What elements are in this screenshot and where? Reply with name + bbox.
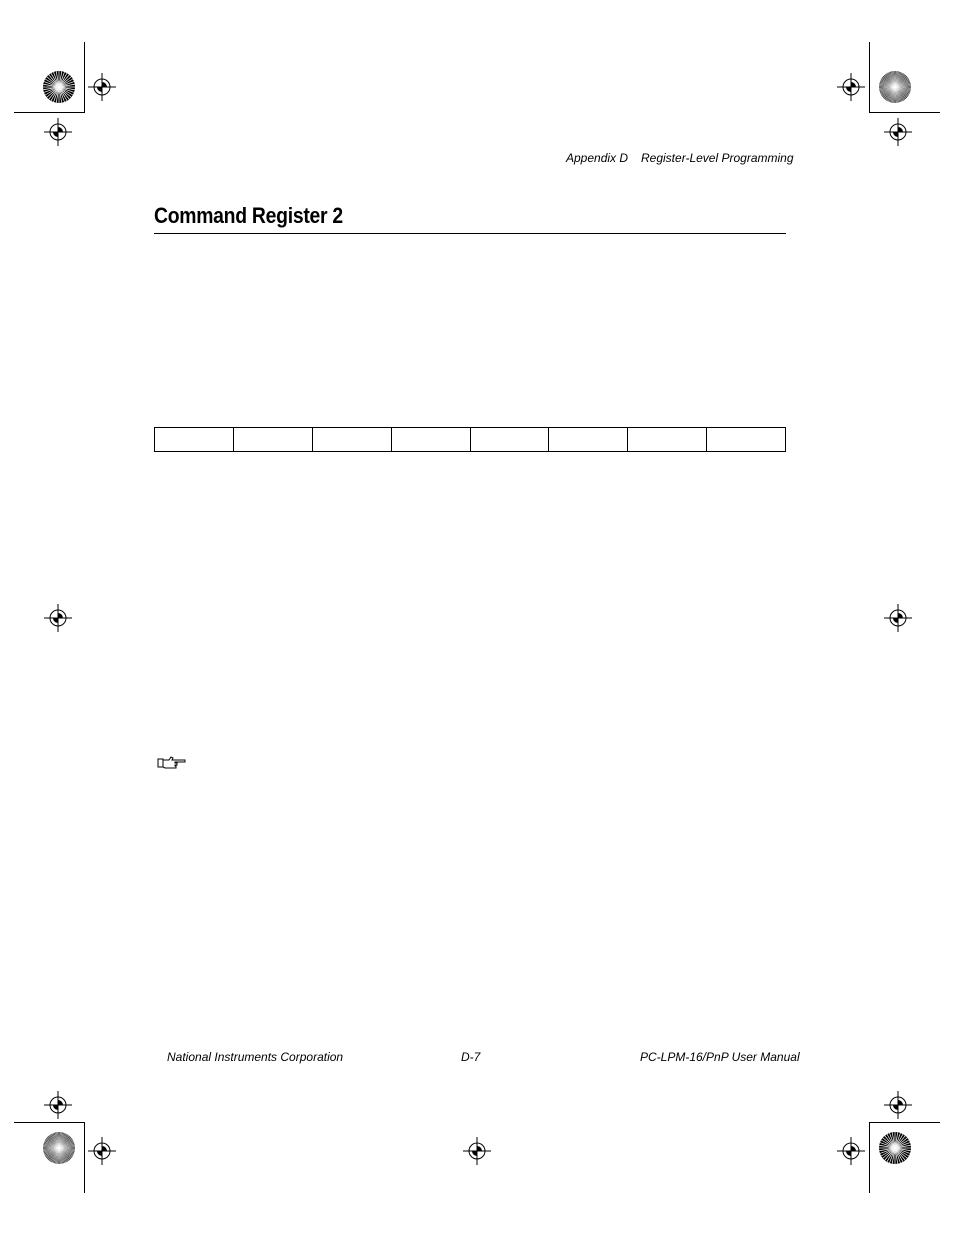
crosshair-icon [884,118,912,146]
crop-mark-top-left-horizontal [14,112,85,113]
bit-cell [707,428,786,452]
bit-cell [155,428,234,452]
footer-manual-title: PC-LPM-16/PnP User Manual [640,1050,800,1064]
bit-cell [549,428,628,452]
crop-mark-top-right-horizontal [869,112,940,113]
starburst-icon [42,1131,76,1165]
crosshair-icon [463,1137,491,1165]
register-bit-table [154,427,786,452]
crosshair-icon [44,1091,72,1119]
crosshair-icon [884,604,912,632]
starburst-icon [42,70,76,104]
bit-cell [628,428,707,452]
bit-cell [312,428,391,452]
footer-page-number: D-7 [461,1050,481,1064]
section-title-rule [154,233,786,234]
table-row [155,428,786,452]
crop-mark-bottom-right-vertical [869,1122,870,1193]
pointing-hand-icon [157,754,187,770]
crosshair-icon [884,1091,912,1119]
starburst-icon [878,1131,912,1165]
crosshair-icon [44,118,72,146]
crop-mark-bottom-left-vertical [84,1122,85,1193]
bit-cell [391,428,470,452]
footer-company: National Instruments Corporation [167,1050,344,1064]
bit-cell [233,428,312,452]
crosshair-icon [88,1137,116,1165]
crop-mark-bottom-right-horizontal [869,1122,940,1123]
crosshair-icon [837,73,865,101]
crop-mark-bottom-left-horizontal [14,1122,85,1123]
crop-mark-top-left-vertical [84,42,85,113]
bit-cell [470,428,549,452]
running-header-chapter: Register-Level Programming [641,151,794,165]
running-header-appendix: Appendix D [566,151,629,165]
crosshair-icon [88,73,116,101]
crop-mark-top-right-vertical [869,42,870,113]
crosshair-icon [837,1137,865,1165]
crosshair-icon [44,604,72,632]
starburst-icon [878,70,912,104]
section-title: Command Register 2 [154,203,343,228]
